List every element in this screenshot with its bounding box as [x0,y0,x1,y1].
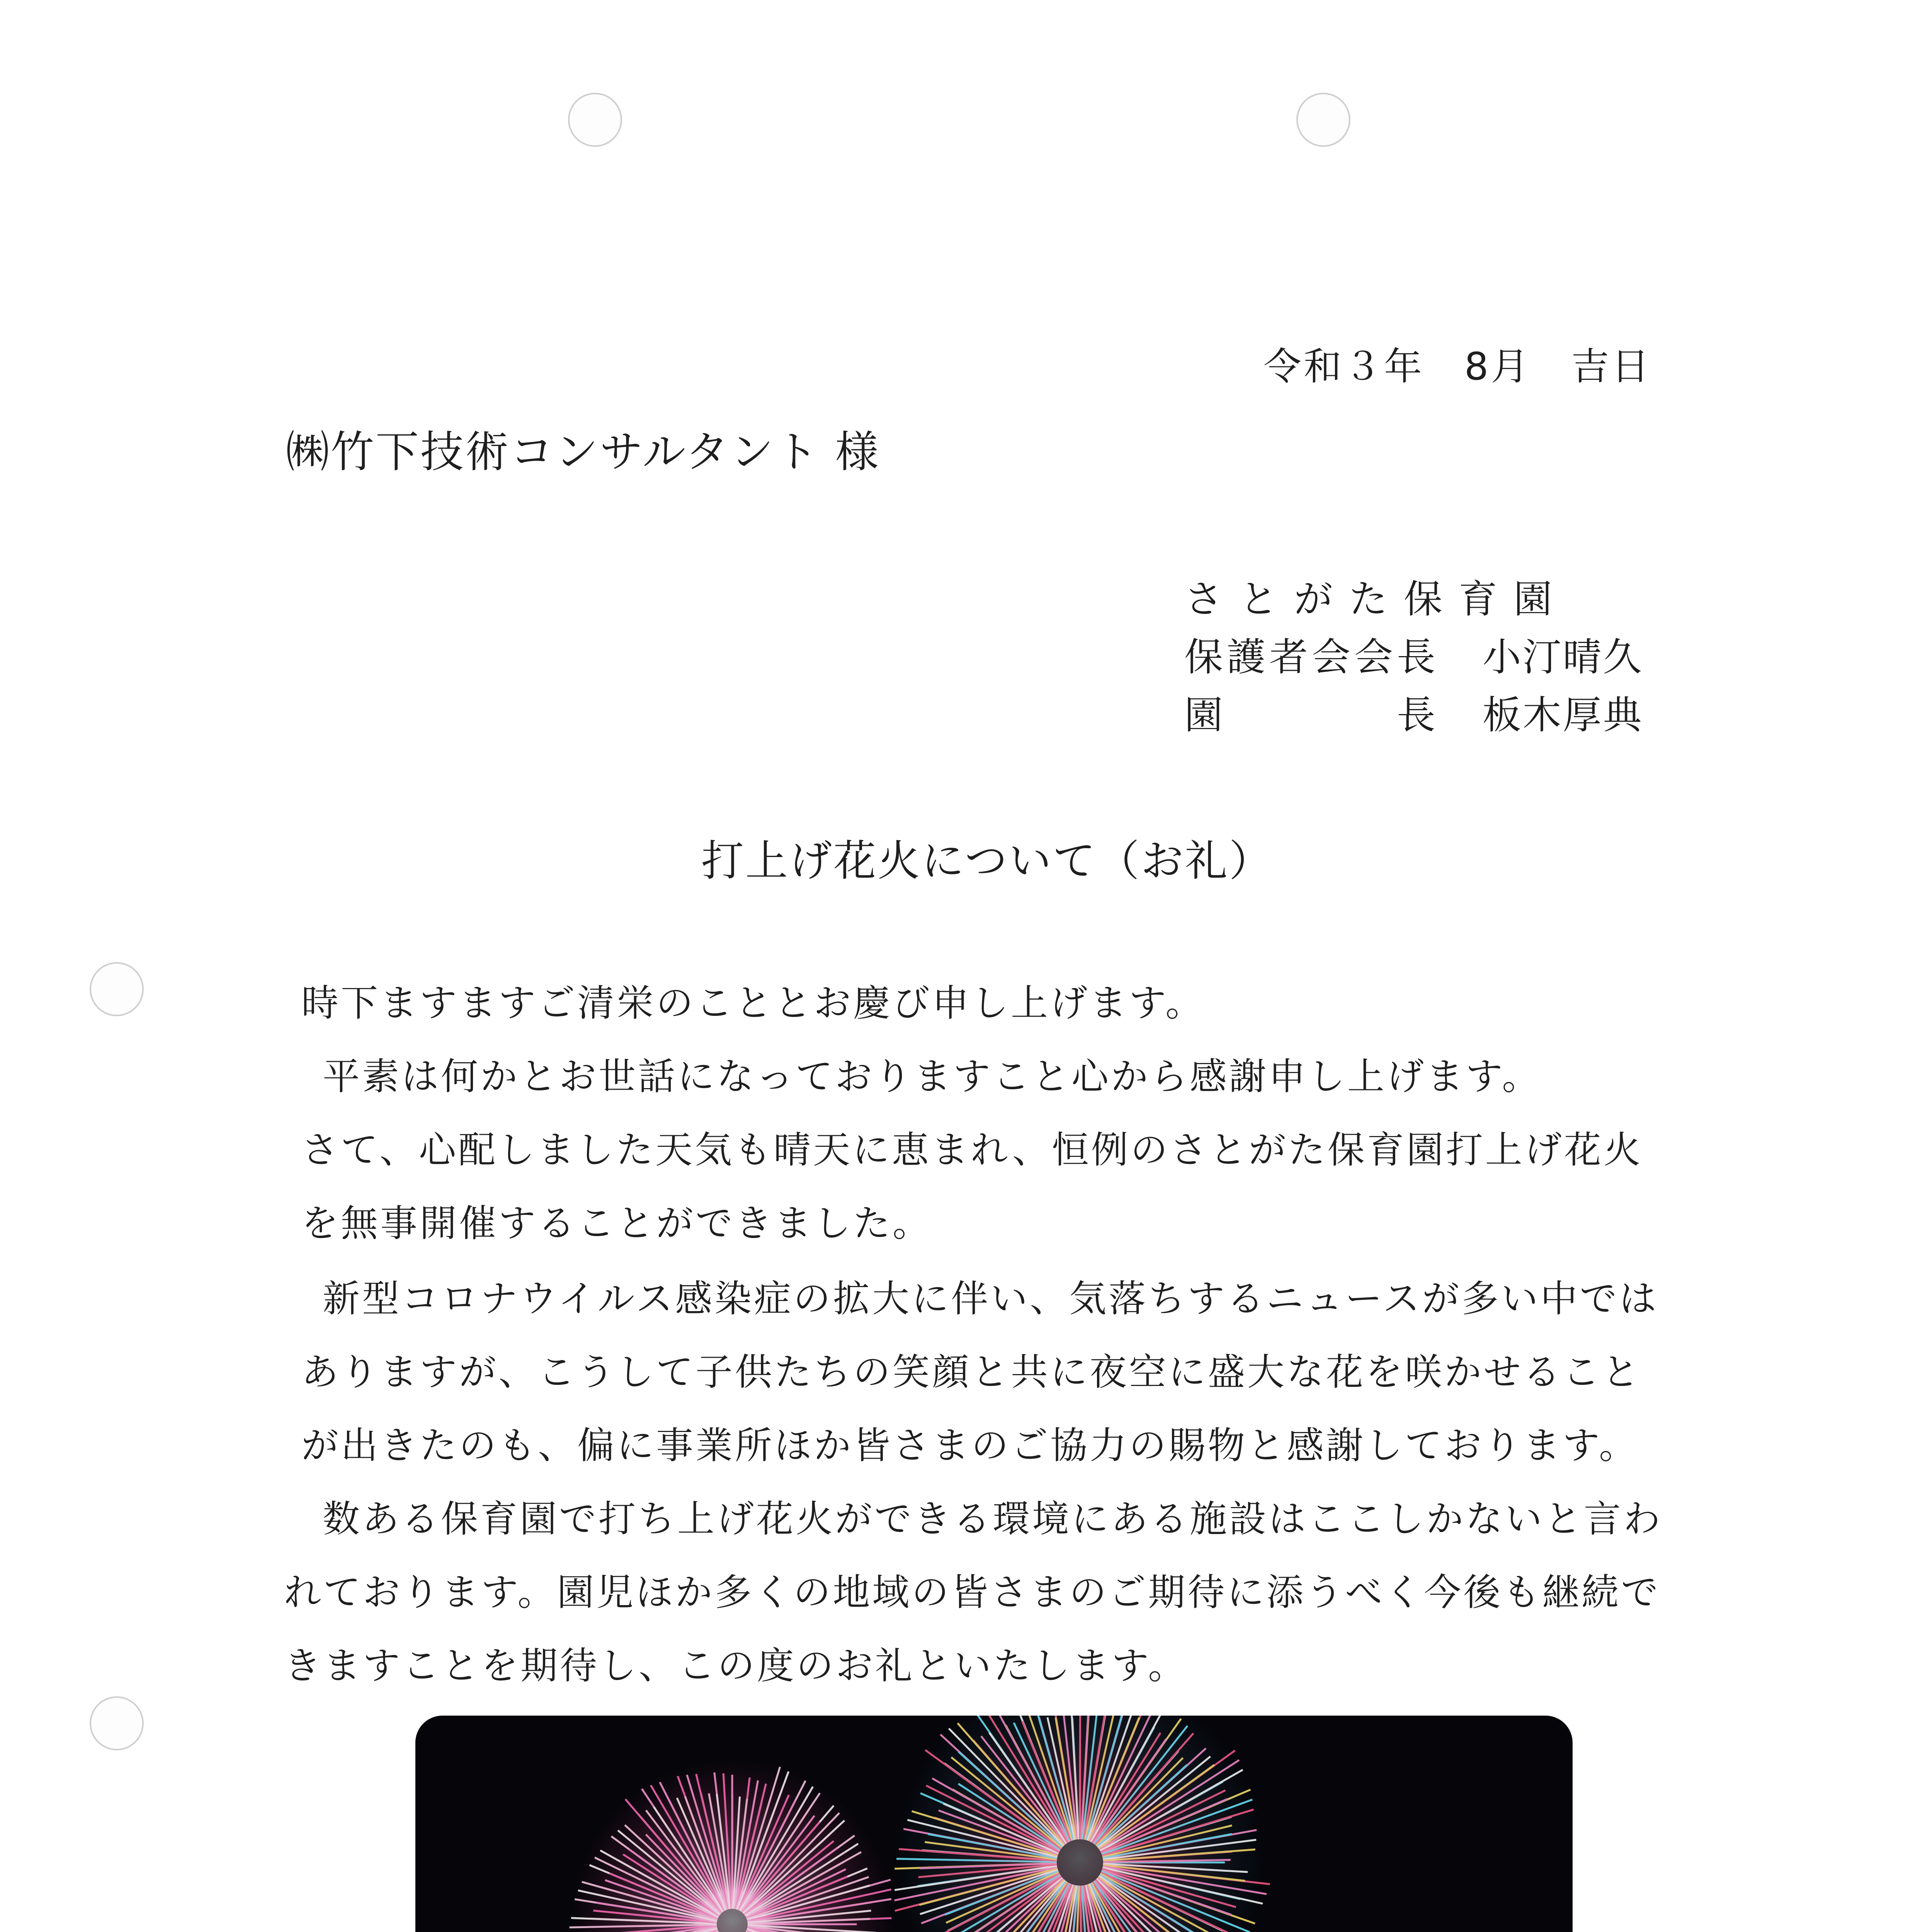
sender-name: 小汀晴久 [1482,634,1643,680]
body-line: きますことを期待し、この度のお礼といたします。 [284,1644,1188,1687]
sender-block [1184,568,1643,742]
punch-hole [568,93,622,147]
body-line: を無事開催することができました。 [301,1202,932,1245]
sender-line [1184,626,1643,684]
recipient-name: ㈱竹下技術コンサルタント 様 [286,427,880,477]
body-line: ありますが、こうして子供たちの笑顔と共に夜空に盛大な花を咲かせること [301,1350,1641,1394]
body-line: れております。園児ほか多くの地域の皆さまのご期待に添うべく今後も継続で [284,1571,1661,1614]
punch-hole [90,962,144,1016]
body-line: 時下ますますご清栄のこととお慶び申し上げます。 [301,981,1205,1025]
sender-label: 園 長 [1184,692,1439,738]
body-line: 平素は何かとお世話になっておりますこと心から感謝申し上げます。 [323,1055,1542,1098]
body-line: 新型コロナウイルス感染症の拡大に伴い、気落ちするニュースが多い中では [323,1277,1659,1320]
fireworks-photo [415,1716,1573,1932]
sender-label: 保護者会会長 [1184,634,1439,680]
sender-line [1184,684,1643,742]
letter-date: 令和３年 8月 吉日 [1263,345,1652,389]
fireworks-image [415,1716,1573,1932]
body-line: さて、心配しました天気も晴天に恵まれ、恒例のさとがた保育園打上げ花火 [301,1128,1643,1172]
punch-hole [90,1696,144,1750]
sender-line [1184,568,1643,626]
letter-title: 打上げ花火について（お礼） [701,836,1273,886]
sender-label: さとがた保育園 [1184,577,1568,622]
punch-hole [1296,93,1350,147]
body-line: が出きたのも、偏に事業所ほか皆さまのご協力の賜物と感謝しております。 [301,1424,1639,1467]
sender-name: 板木厚典 [1482,692,1643,738]
body-line: 数ある保育園で打ち上げ花火ができる環境にある施設はここしかないと言わ [323,1497,1663,1541]
